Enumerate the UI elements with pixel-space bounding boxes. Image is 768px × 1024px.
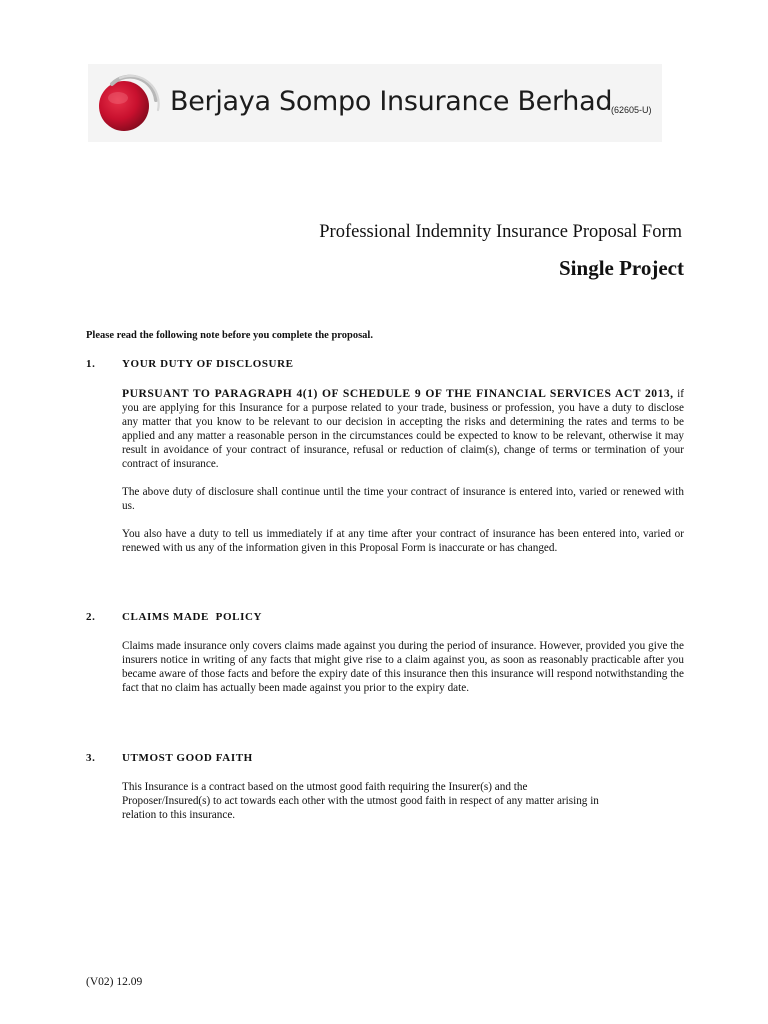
section-claims-made-policy [86, 610, 684, 695]
intro-note: Please read the following note before you complete the proposal. [86, 330, 373, 341]
form-version-code: (V02) 12.09 [86, 976, 143, 988]
berjaya-sompo-logo-icon [94, 70, 160, 136]
section-title: YOUR DUTY OF DISCLOSURE [122, 358, 294, 370]
good-faith-line-3: relation to this insurance. [122, 809, 236, 821]
company-registration-number: (62605-U) [611, 105, 652, 115]
disclosure-paragraph-1 [122, 387, 684, 471]
disclosure-paragraph-2: The above duty of disclosure shall continue until the time your contract of insurance is entered into, varied or renewed with us. [122, 486, 684, 512]
section-number: 3. [86, 752, 96, 764]
section-heading [86, 610, 684, 624]
good-faith-line-2: Proposer/Insured(s) to act towards each other with the utmost good faith in respect of any matter arising in [122, 795, 599, 807]
form-subtitle: Single Project [559, 256, 684, 280]
section-title: CLAIMS MADE POLICY [122, 611, 263, 623]
good-faith-line-1: This Insurance is a contract based on the utmost good faith requiring the Insurer(s) and the [122, 781, 528, 793]
section-number: 2. [86, 611, 96, 623]
section-body [122, 639, 684, 695]
section-body [122, 387, 684, 555]
fsa-reference: PURSUANT TO PARAGRAPH 4(1) OF SCHEDULE 9 OF THE FINANCIAL SERVICES ACT 2013, [122, 387, 674, 400]
section-title: UTMOST GOOD FAITH [122, 752, 253, 764]
section-heading [86, 751, 684, 765]
form-title: Professional Indemnity Insurance Proposal Form [319, 222, 682, 242]
claims-made-paragraph: Claims made insurance only covers claims made against you during the period of insurance. However, provided you give the insurers notice in writing of any facts that might give rise to a claim against you, as soon as reasonably practicable after you became aware of those facts and before the expiry date of this insurance then this insurance will respond notwithstanding the fact that no claim has actually been made against you prior to the expiry date. [122, 640, 684, 694]
section-number: 1. [86, 358, 96, 370]
disclosure-paragraph-1-text: if you are applying for this Insurance for a purpose related to your trade, business or profession, you have a duty to disclose any matter that you know to be relevant to our decision in accepting the risks and determining the rates and terms to be applied and any matter a reasonable person in the circumstances could be expected to know to be relevant, otherwise it may result in avoidance of your contract of insurance, refusal or reduction of claim(s), change of terms or termination of your contract of insurance. [122, 388, 684, 470]
section-utmost-good-faith [86, 751, 684, 822]
section-body [122, 780, 684, 822]
company-name: Berjaya Sompo Insurance Berhad [170, 86, 613, 117]
disclosure-paragraph-3: You also have a duty to tell us immediately if at any time after your contract of insurance has been entered into, varied or renewed with us any of the information given in this Proposal Form is inaccurate or has changed. [122, 528, 684, 554]
section-duty-of-disclosure [86, 357, 684, 555]
section-heading [86, 357, 684, 371]
